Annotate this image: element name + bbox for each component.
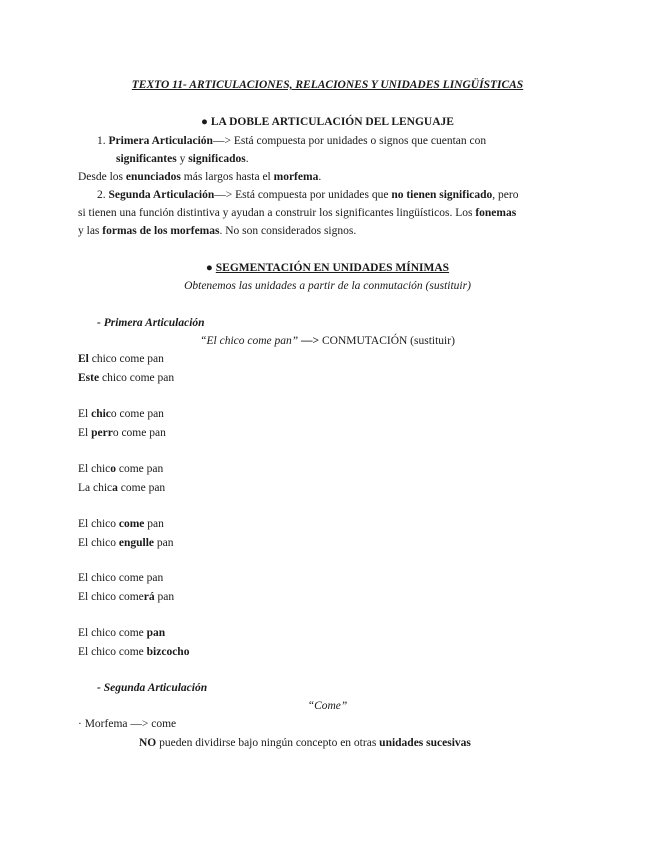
subsection-heading-primera: - Primera Articulación	[97, 317, 205, 329]
example-line: El chico engulle pan	[78, 537, 174, 549]
segmentacion-subtitle: Obtenemos las unidades a partir de la conmutación (sustituir)	[184, 280, 471, 292]
bullet-icon: ●	[205, 262, 213, 274]
paragraph-enunciados: Desde los enunciados más largos hasta el morfema.	[78, 171, 322, 183]
example-line: La chica come pan	[78, 482, 166, 494]
example-line: El chico comerá pan	[78, 591, 175, 603]
example-line: El chico come pan	[78, 463, 164, 475]
example-line: El chico come pan	[78, 627, 166, 639]
list-item-primera-continuation: significantes y significados.	[116, 153, 249, 165]
section-heading-doble-articulacion: ● LA DOBLE ARTICULACIÓN DEL LENGUAJE	[201, 116, 454, 128]
example-line: El chico come pan	[78, 408, 164, 420]
example-line: El chico come pan	[78, 572, 164, 584]
subsection-heading-segunda: - Segunda Articulación	[97, 682, 208, 694]
section-heading-segmentacion: ● SEGMENTACIÓN EN UNIDADES MÍNIMAS	[205, 262, 450, 274]
example-line: Este chico come pan	[78, 372, 175, 384]
example-line: El perro come pan	[78, 427, 166, 439]
bullet-icon: ●	[201, 116, 208, 128]
segunda-quote: “Come”	[307, 700, 348, 712]
example-line: El chico come pan	[78, 353, 164, 365]
final-statement: NO pueden dividirse bajo ningún concepto en otras unidades sucesivas	[139, 737, 471, 749]
example-line: El chico come pan	[78, 518, 164, 530]
morfema-line: · Morfema —> come	[78, 718, 177, 730]
document-title: TEXTO 11- ARTICULACIONES, RELACIONES Y UNIDADES LINGÜÍSTICAS	[131, 79, 524, 91]
list-item-segunda-articulacion: 2. Segunda Articulación—> Está compuesta por unidades que no tienen significado, pero	[97, 189, 519, 201]
list-item-segunda-continuation-1: si tienen una función distintiva y ayudan a construir los significantes lingüísticos. Los fonemas	[78, 207, 517, 219]
list-item-primera-articulacion: 1. Primera Articulación—> Está compuesta por unidades o signos que cuentan con	[97, 135, 487, 147]
example-line: El chico come bizcocho	[78, 646, 190, 658]
list-item-segunda-continuation-2: y las formas de los morfemas. No son considerados signos.	[78, 225, 357, 237]
conmutacion-example: “El chico come pan” —> CONMUTACIÓN (sustituir)	[200, 335, 455, 347]
